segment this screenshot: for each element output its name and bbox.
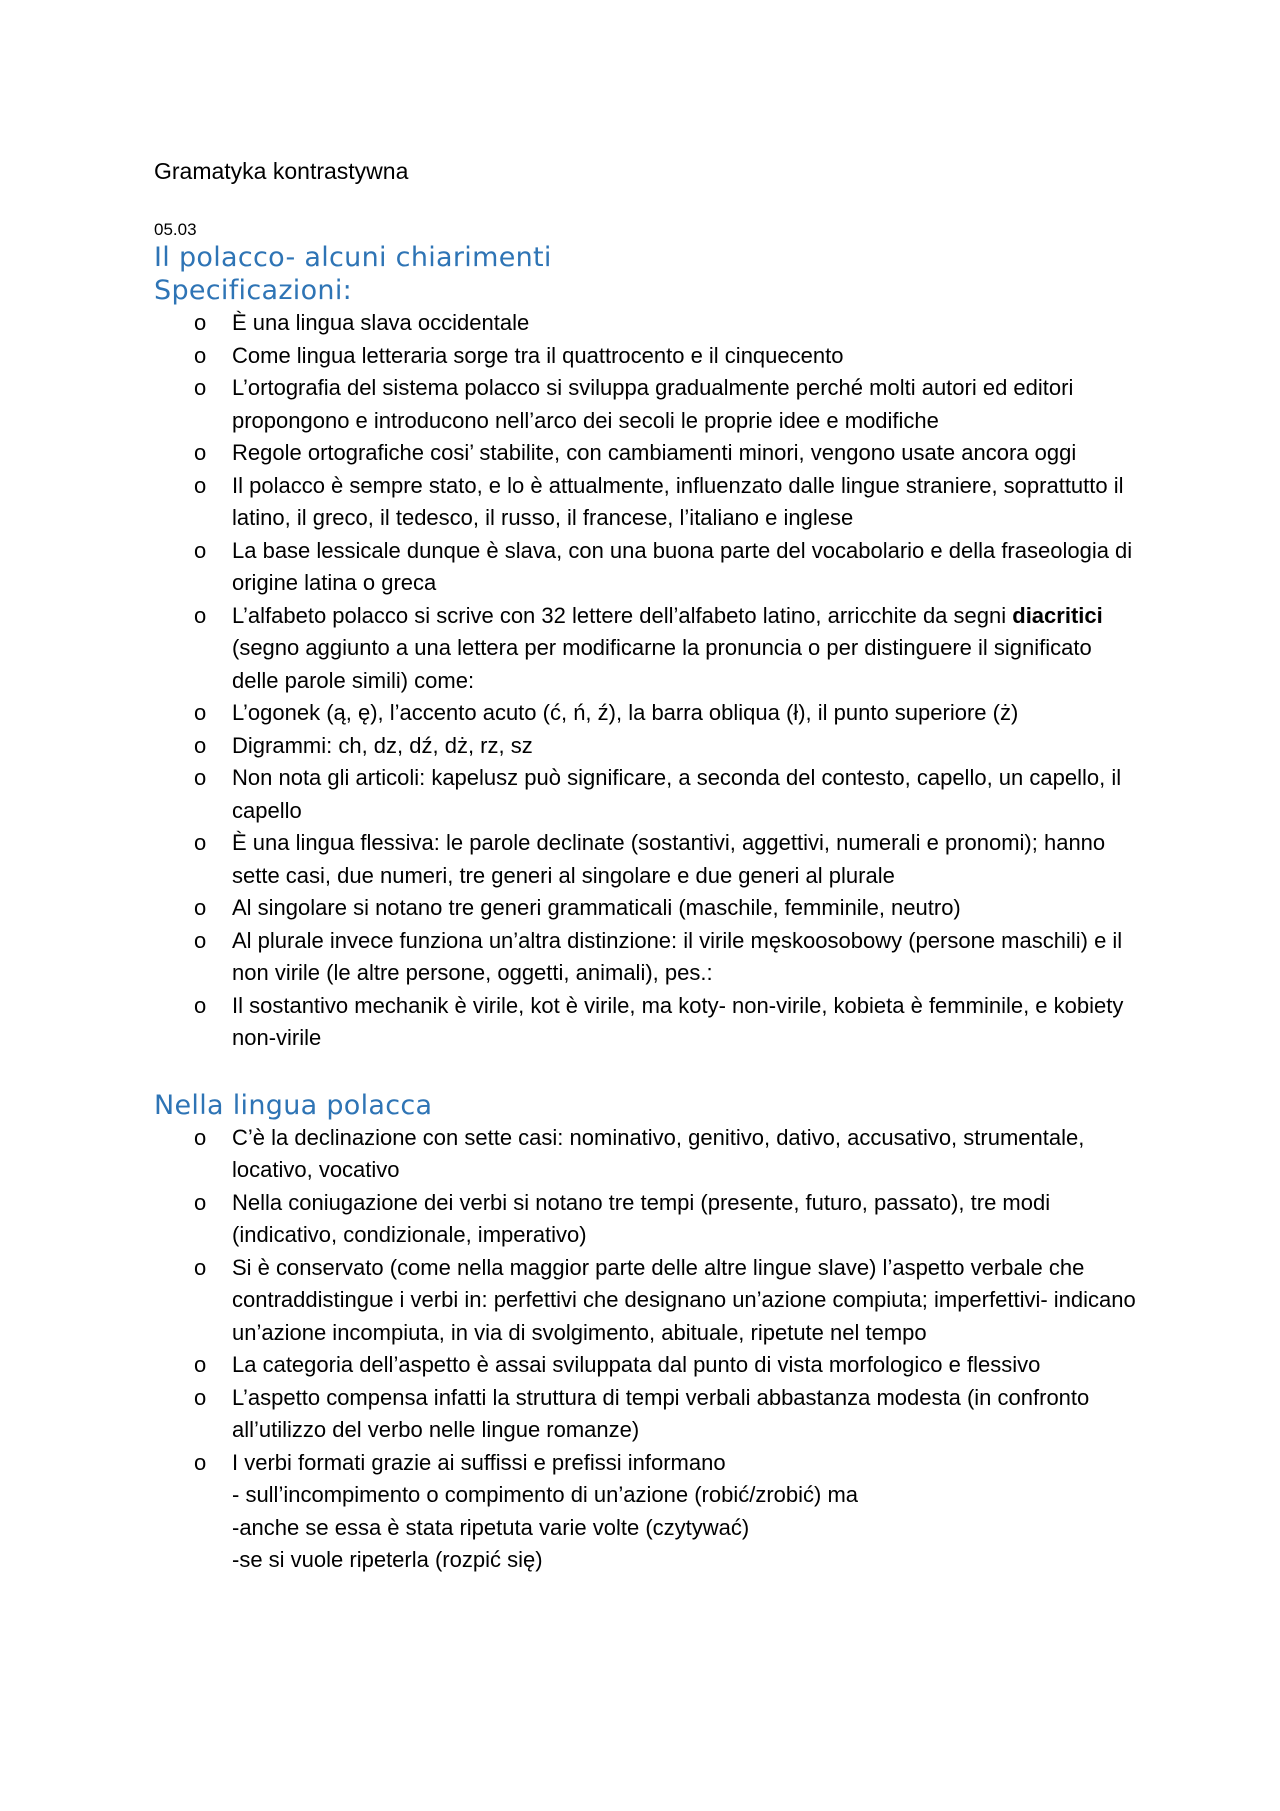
bullet-icon: o xyxy=(194,472,207,498)
bullet-icon: o xyxy=(194,537,207,563)
list-item xyxy=(154,762,1144,827)
item-text: Nella coniugazione dei verbi si notano tre tempi (presente, futuro, passato), tre modi (indicativo, condizionale, imperativo) xyxy=(232,1189,1051,1247)
item-text: La categoria dell’aspetto è assai sviluppata dal punto di vista morfologico e flessivo xyxy=(232,1352,1041,1377)
item-text: Il polacco è sempre stato, e lo è attualmente, influenzato dalle lingue straniere, soprattutto il latino, il greco, il tedesco, il russo, il francese, l’italiano e inglese xyxy=(232,472,1124,530)
bullet-icon: o xyxy=(194,440,207,465)
bullet-icon: o xyxy=(194,1254,207,1280)
item-subline: -se si vuole ripeterla (rozpić się) xyxy=(232,1547,543,1572)
item-text: Come lingua letteraria sorge tra il quattrocento e il cinquecento xyxy=(232,342,844,368)
bullet-icon: o xyxy=(194,1449,207,1475)
item-text: L’alfabeto polacco si scrive con 32 lettere dell’alfabeto latino, arricchite da segni xyxy=(232,602,1013,628)
list-item xyxy=(154,1447,1144,1577)
item-text: La base lessicale dunque è slava, con una buona parte del vocabolario e della fraseologia di origine latina o greca xyxy=(232,537,1133,595)
list-item xyxy=(154,340,1144,373)
bullet-icon: o xyxy=(194,1124,207,1150)
item-text: Al plurale invece funziona un’altra distinzione: il virile męskoosobowy (persone maschili) e il non virile (le altre persone, oggetti, animali), pes.: xyxy=(232,927,1123,985)
bullet-icon: o xyxy=(194,830,207,855)
list-item xyxy=(154,437,1144,470)
item-text: L’ortografia del sistema polacco si sviluppa gradualmente perché molti autori ed editori propongono e introducono nell’arco dei secoli le proprie idee e modifiche xyxy=(232,375,1074,433)
list-item xyxy=(154,600,1144,698)
item-text: C’è la declinazione con sette casi: nominativo, genitivo, dativo, accusativo, strumentale, locativo, vocativo xyxy=(232,1124,1085,1182)
bullet-icon: o xyxy=(194,927,207,953)
bullet-icon: o xyxy=(194,992,207,1018)
item-bold-term: diacritici xyxy=(1012,602,1103,628)
item-text: È una lingua slava occidentale xyxy=(232,310,530,335)
item-text: Non nota gli articoli: kapelusz può significare, a seconda del contesto, capello, un capello, il capello xyxy=(232,765,1122,823)
bullet-icon: o xyxy=(194,310,207,335)
list-item xyxy=(154,697,1144,730)
list-item xyxy=(154,892,1144,925)
bullet-list-lingua-polacca xyxy=(154,1122,1144,1577)
document-title: Gramatyka kontrastywna xyxy=(154,158,409,184)
bullet-icon: o xyxy=(194,732,207,758)
bullet-icon: o xyxy=(194,342,207,368)
section-heading-lingua-polacca: Nella lingua polacca xyxy=(154,1089,433,1121)
list-item xyxy=(154,470,1144,535)
list-item xyxy=(154,1187,1144,1252)
item-text: È una lingua flessiva: le parole declinate (sostantivi, aggettivi, numerali e pronomi); hanno sette casi, due numeri, tre generi al singolare e due generi al plurale xyxy=(232,830,1106,888)
date-label: 05.03 xyxy=(154,220,197,239)
list-item xyxy=(154,827,1144,892)
item-text: (segno aggiunto a una lettera per modificarne la pronuncia o per distinguere il significato delle parole simili) come: xyxy=(232,635,1092,693)
item-text: Regole ortografiche cosi’ stabilite, con cambiamenti minori, vengono usate ancora oggi xyxy=(232,440,1077,465)
bullet-icon: o xyxy=(194,1384,207,1410)
bullet-icon: o xyxy=(194,895,207,920)
item-text: I verbi formati grazie ai suffissi e prefissi informano xyxy=(232,1449,726,1475)
bullet-icon: o xyxy=(194,602,207,628)
subheading-specificazioni: Specificazioni: xyxy=(154,275,353,306)
item-text: Al singolare si notano tre generi grammaticali (maschile, femminile, neutro) xyxy=(232,895,961,920)
document-page xyxy=(154,155,1144,1577)
bullet-icon: o xyxy=(194,375,207,400)
item-text: Digrammi: ch, dz, dź, dż, rz, sz xyxy=(232,732,533,758)
list-item xyxy=(154,1252,1144,1350)
item-text: Il sostantivo mechanik è virile, kot è virile, ma koty- non-virile, kobieta è femminile, e kobiety non-virile xyxy=(232,992,1124,1050)
item-subline: -anche se essa è stata ripetuta varie volte (czytywać) xyxy=(232,1514,750,1540)
bullet-icon: o xyxy=(194,1352,207,1377)
bullet-icon: o xyxy=(194,700,207,725)
bullet-icon: o xyxy=(194,1189,207,1215)
list-item xyxy=(154,990,1144,1055)
list-item xyxy=(154,1349,1144,1382)
section-heading-polacco: Il polacco- alcuni chiarimenti xyxy=(154,242,552,273)
list-item xyxy=(154,307,1144,340)
list-item xyxy=(154,1122,1144,1187)
bullet-icon: o xyxy=(194,765,207,790)
item-text: L’ogonek (ą, ę), l’accento acuto (ć, ń, ź), la barra obliqua (ł), il punto superiore (ż) xyxy=(232,700,1019,725)
list-item xyxy=(154,535,1144,600)
item-subline: - sull’incompimento o compimento di un’azione (robić/zrobić) ma xyxy=(232,1482,859,1507)
bullet-list-specificazioni xyxy=(154,307,1144,1055)
item-text: Si è conservato (come nella maggior parte delle altre lingue slave) l’aspetto verbale che contraddistingue i verbi in: perfettivi che designano un’azione compiuta; imperfettivi- indicano un’azione incompiuta, in via di svolgimento, abituale, ripetute nel tempo xyxy=(232,1254,1136,1345)
list-item xyxy=(154,730,1144,763)
list-item xyxy=(154,372,1144,437)
list-item xyxy=(154,925,1144,990)
item-text: L’aspetto compensa infatti la struttura di tempi verbali abbastanza modesta (in confronto all’utilizzo del verbo nelle lingue romanze) xyxy=(232,1384,1090,1442)
list-item xyxy=(154,1382,1144,1447)
